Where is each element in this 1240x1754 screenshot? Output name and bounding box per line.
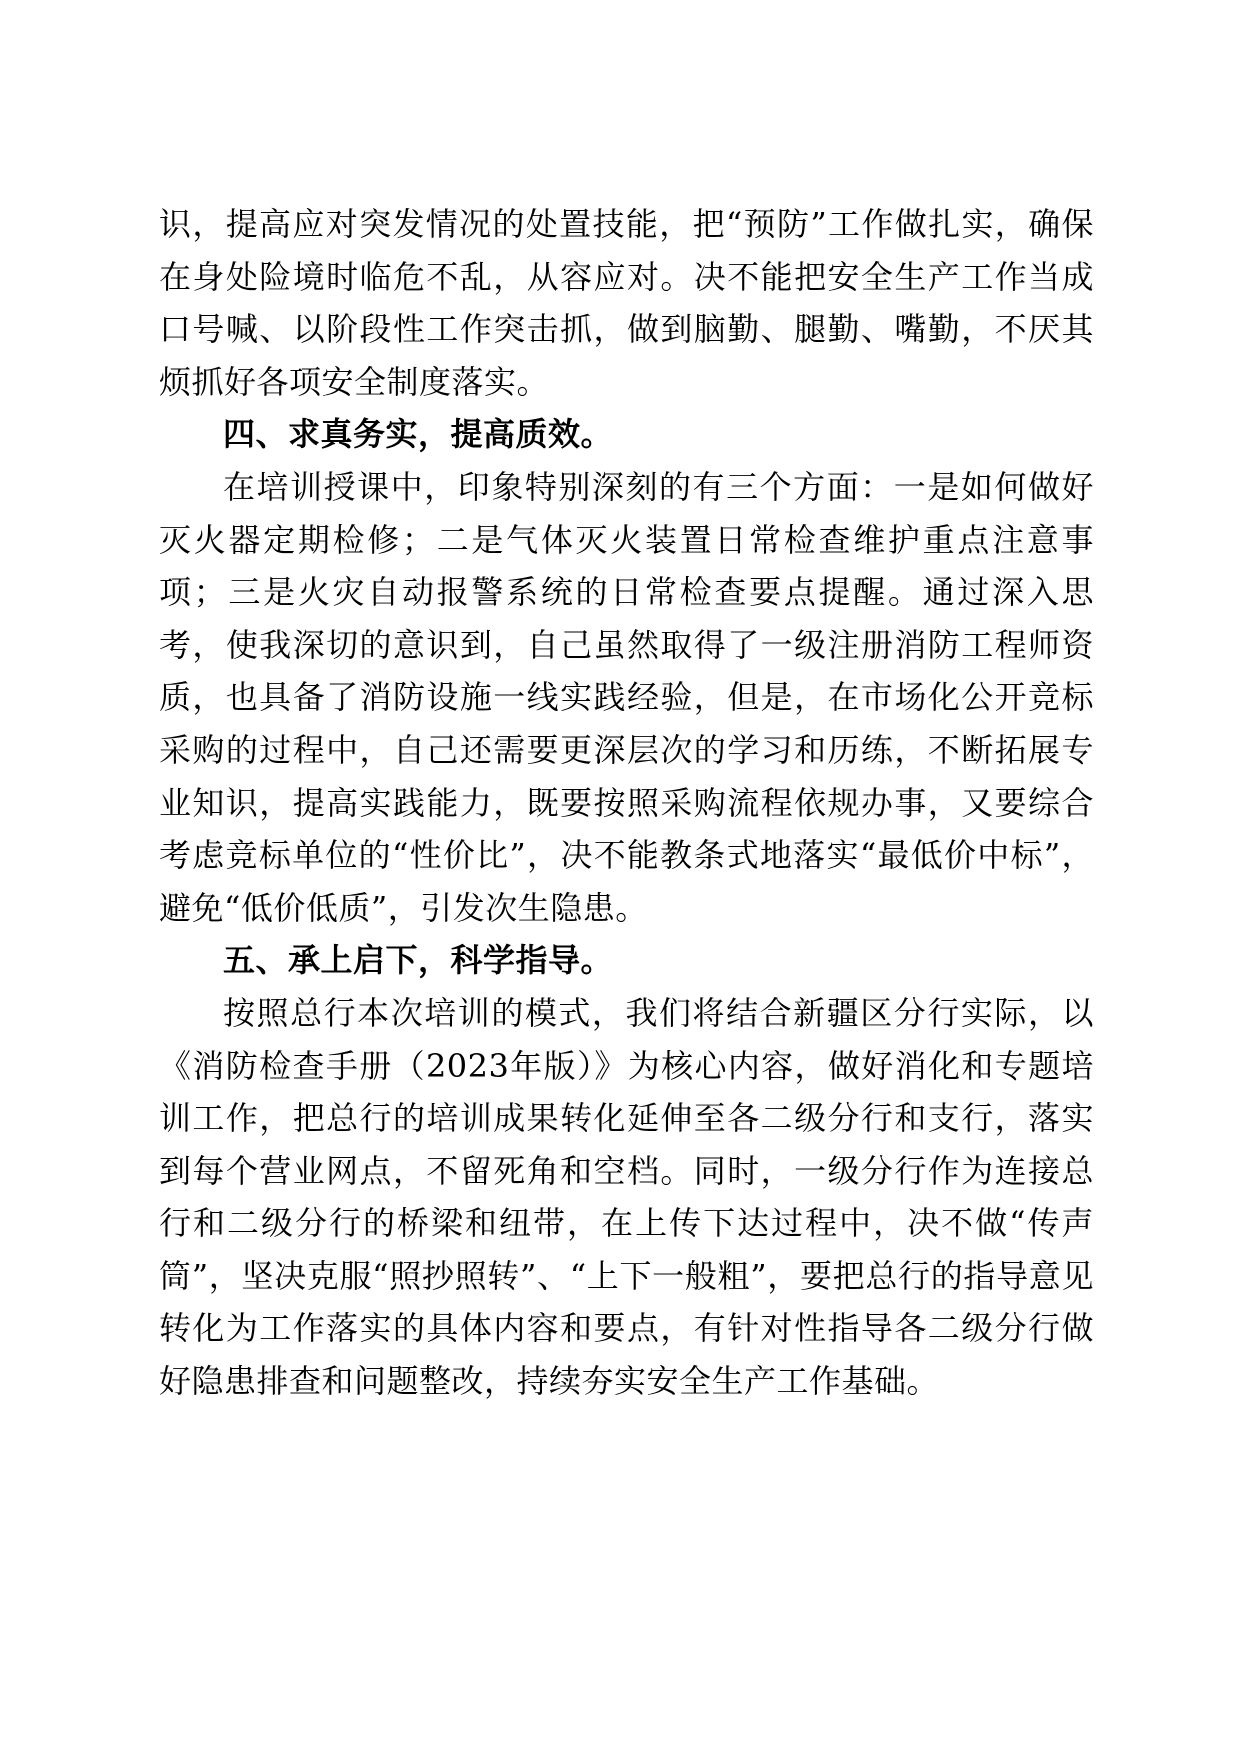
paragraph-training-impressions: 在培训授课中，印象特别深刻的有三个方面：一是如何做好灭火器定期检修；二是气体灭火装置日常检查维护重点注意事项；三是火灾自动报警系统的日常检查要点提醒。通过深入思考，使我深切的意识到，自己虽然取得了一级注册消防工程师资质，也具备了消防设施一线实践经验，但是，在市场化公开竞标采购的过程中，自己还需要更深层次的学习和历练，不断拓展专业知识，提高实践能力，既要按照采购流程依规办事，又要综合考虑竞标单位的“性价比”，决不能教条式地落实“最低价中标”，避免“低价低质”，引发次生隐患。	[159, 467, 1094, 927]
document-body	[159, 198, 1094, 1408]
paragraph-continued: 识，提高应对突发情况的处置技能，把“预防”工作做扎实，确保在身处险境时临危不乱，从容应对。决不能把安全生产工作当成口号喊、以阶段性工作突击抓，做到脑勤、腿勤、嘴勤，不厌其烦抓好各项安全制度落实。	[159, 205, 1094, 401]
section-heading-5: 五、承上启下，科学指导。	[223, 941, 614, 980]
paragraph-guidance-plan: 按照总行本次培训的模式，我们将结合新疆区分行实际，以《消防检查手册（2023年版）》为核心内容，做好消化和专题培训工作，把总行的培训成果转化延伸至各二级分行和支行，落实到每个营业网点，不留死角和空档。同时，一级分行作为连接总行和二级分行的桥梁和纽带，在上传下达过程中，决不做“传声筒”，坚决克服“照抄照转”、“上下一般粗”，要把总行的指导意见转化为工作落实的具体内容和要点，有针对性指导各二级分行做好隐患排查和问题整改，持续夯实安全生产工作基础。	[159, 993, 1094, 1401]
section-heading-4: 四、求真务实，提高质效。	[223, 415, 614, 454]
